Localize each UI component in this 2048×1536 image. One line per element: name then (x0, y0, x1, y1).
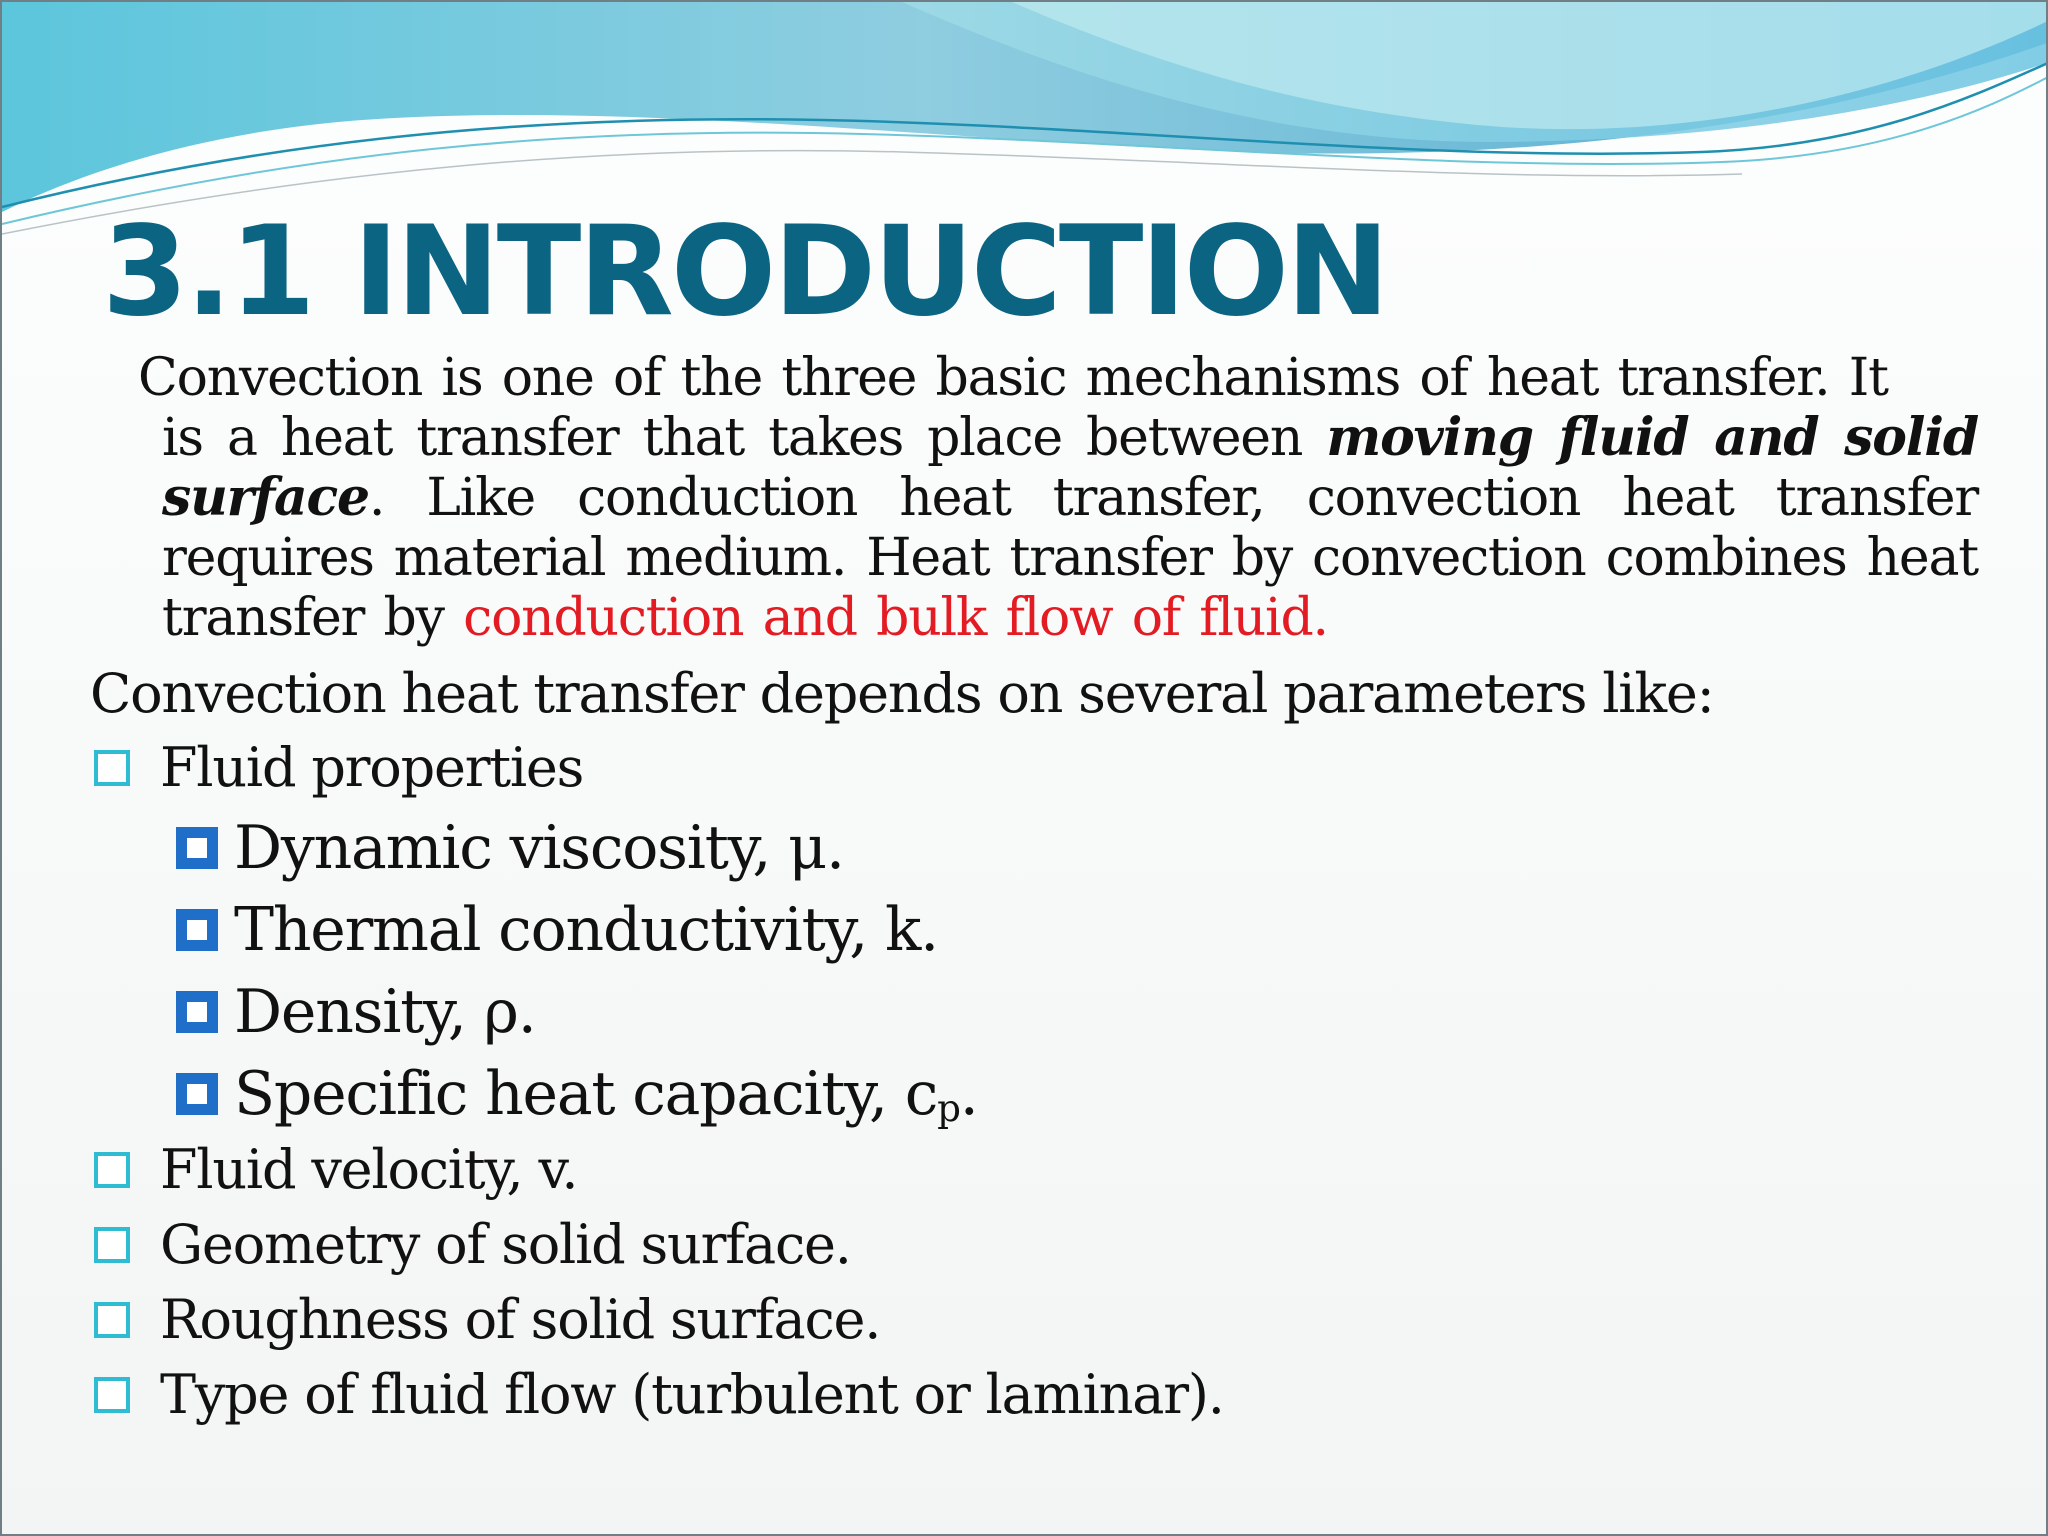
hollow-square-bullet-icon (94, 1302, 130, 1338)
hollow-square-bullet-icon (94, 750, 130, 786)
parameter-label: Roughness of solid surface. (160, 1288, 881, 1351)
hollow-square-bullet-icon (94, 1377, 130, 1413)
specific-heat-text: Specific heat capacity, c (234, 1059, 938, 1129)
parameter-item-flow-type (94, 1363, 1224, 1427)
parameter-label: Fluid properties (160, 736, 584, 799)
intro-text-before-emphasis: is a heat transfer that takes place between (162, 408, 1327, 468)
hollow-square-bullet-icon (94, 1227, 130, 1263)
parameters-lead: Convection heat transfer depends on several parameters like: (90, 662, 1714, 725)
intro-highlight: conduction and bulk flow of fluid. (463, 588, 1328, 648)
sub-item-specific-heat (176, 1058, 978, 1130)
intro-text-after-emphasis: . Like conduction heat transfer, convection heat transfer requires material medium. Heat transfer by convection combines heat transfer by (162, 468, 1978, 648)
sub-item-dynamic-viscosity (176, 812, 844, 884)
sub-item-label: Thermal conductivity, k. (234, 895, 939, 965)
parameter-label: Geometry of solid surface. (160, 1213, 851, 1276)
filled-square-bullet-icon (176, 827, 218, 869)
parameter-item-roughness (94, 1288, 880, 1352)
sub-item-density (176, 976, 536, 1048)
sub-item-label (234, 1058, 978, 1130)
intro-emphasis: moving fluid and solid surface (162, 407, 1978, 528)
intro-line-1: Convection is one of the three basic mechanisms of heat transfer. It (138, 348, 1888, 408)
parameter-item-fluid-properties (94, 736, 583, 800)
parameter-item-geometry (94, 1213, 851, 1277)
parameter-label: Fluid velocity, v. (160, 1138, 578, 1201)
filled-square-bullet-icon (176, 909, 218, 951)
slide-title: 3.1 INTRODUCTION (102, 200, 1387, 344)
specific-heat-subscript: p (937, 1085, 960, 1130)
sub-item-thermal-conductivity (176, 894, 938, 966)
intro-paragraph (138, 348, 1978, 648)
parameter-item-fluid-velocity (94, 1138, 577, 1202)
filled-square-bullet-icon (176, 991, 218, 1033)
specific-heat-suffix: . (959, 1059, 978, 1129)
sub-item-label: Dynamic viscosity, μ. (234, 813, 844, 883)
sub-item-label: Density, ρ. (234, 977, 536, 1047)
intro-continuation (138, 408, 1978, 648)
parameter-label: Type of fluid flow (turbulent or laminar). (160, 1363, 1224, 1426)
filled-square-bullet-icon (176, 1073, 218, 1115)
hollow-square-bullet-icon (94, 1152, 130, 1188)
